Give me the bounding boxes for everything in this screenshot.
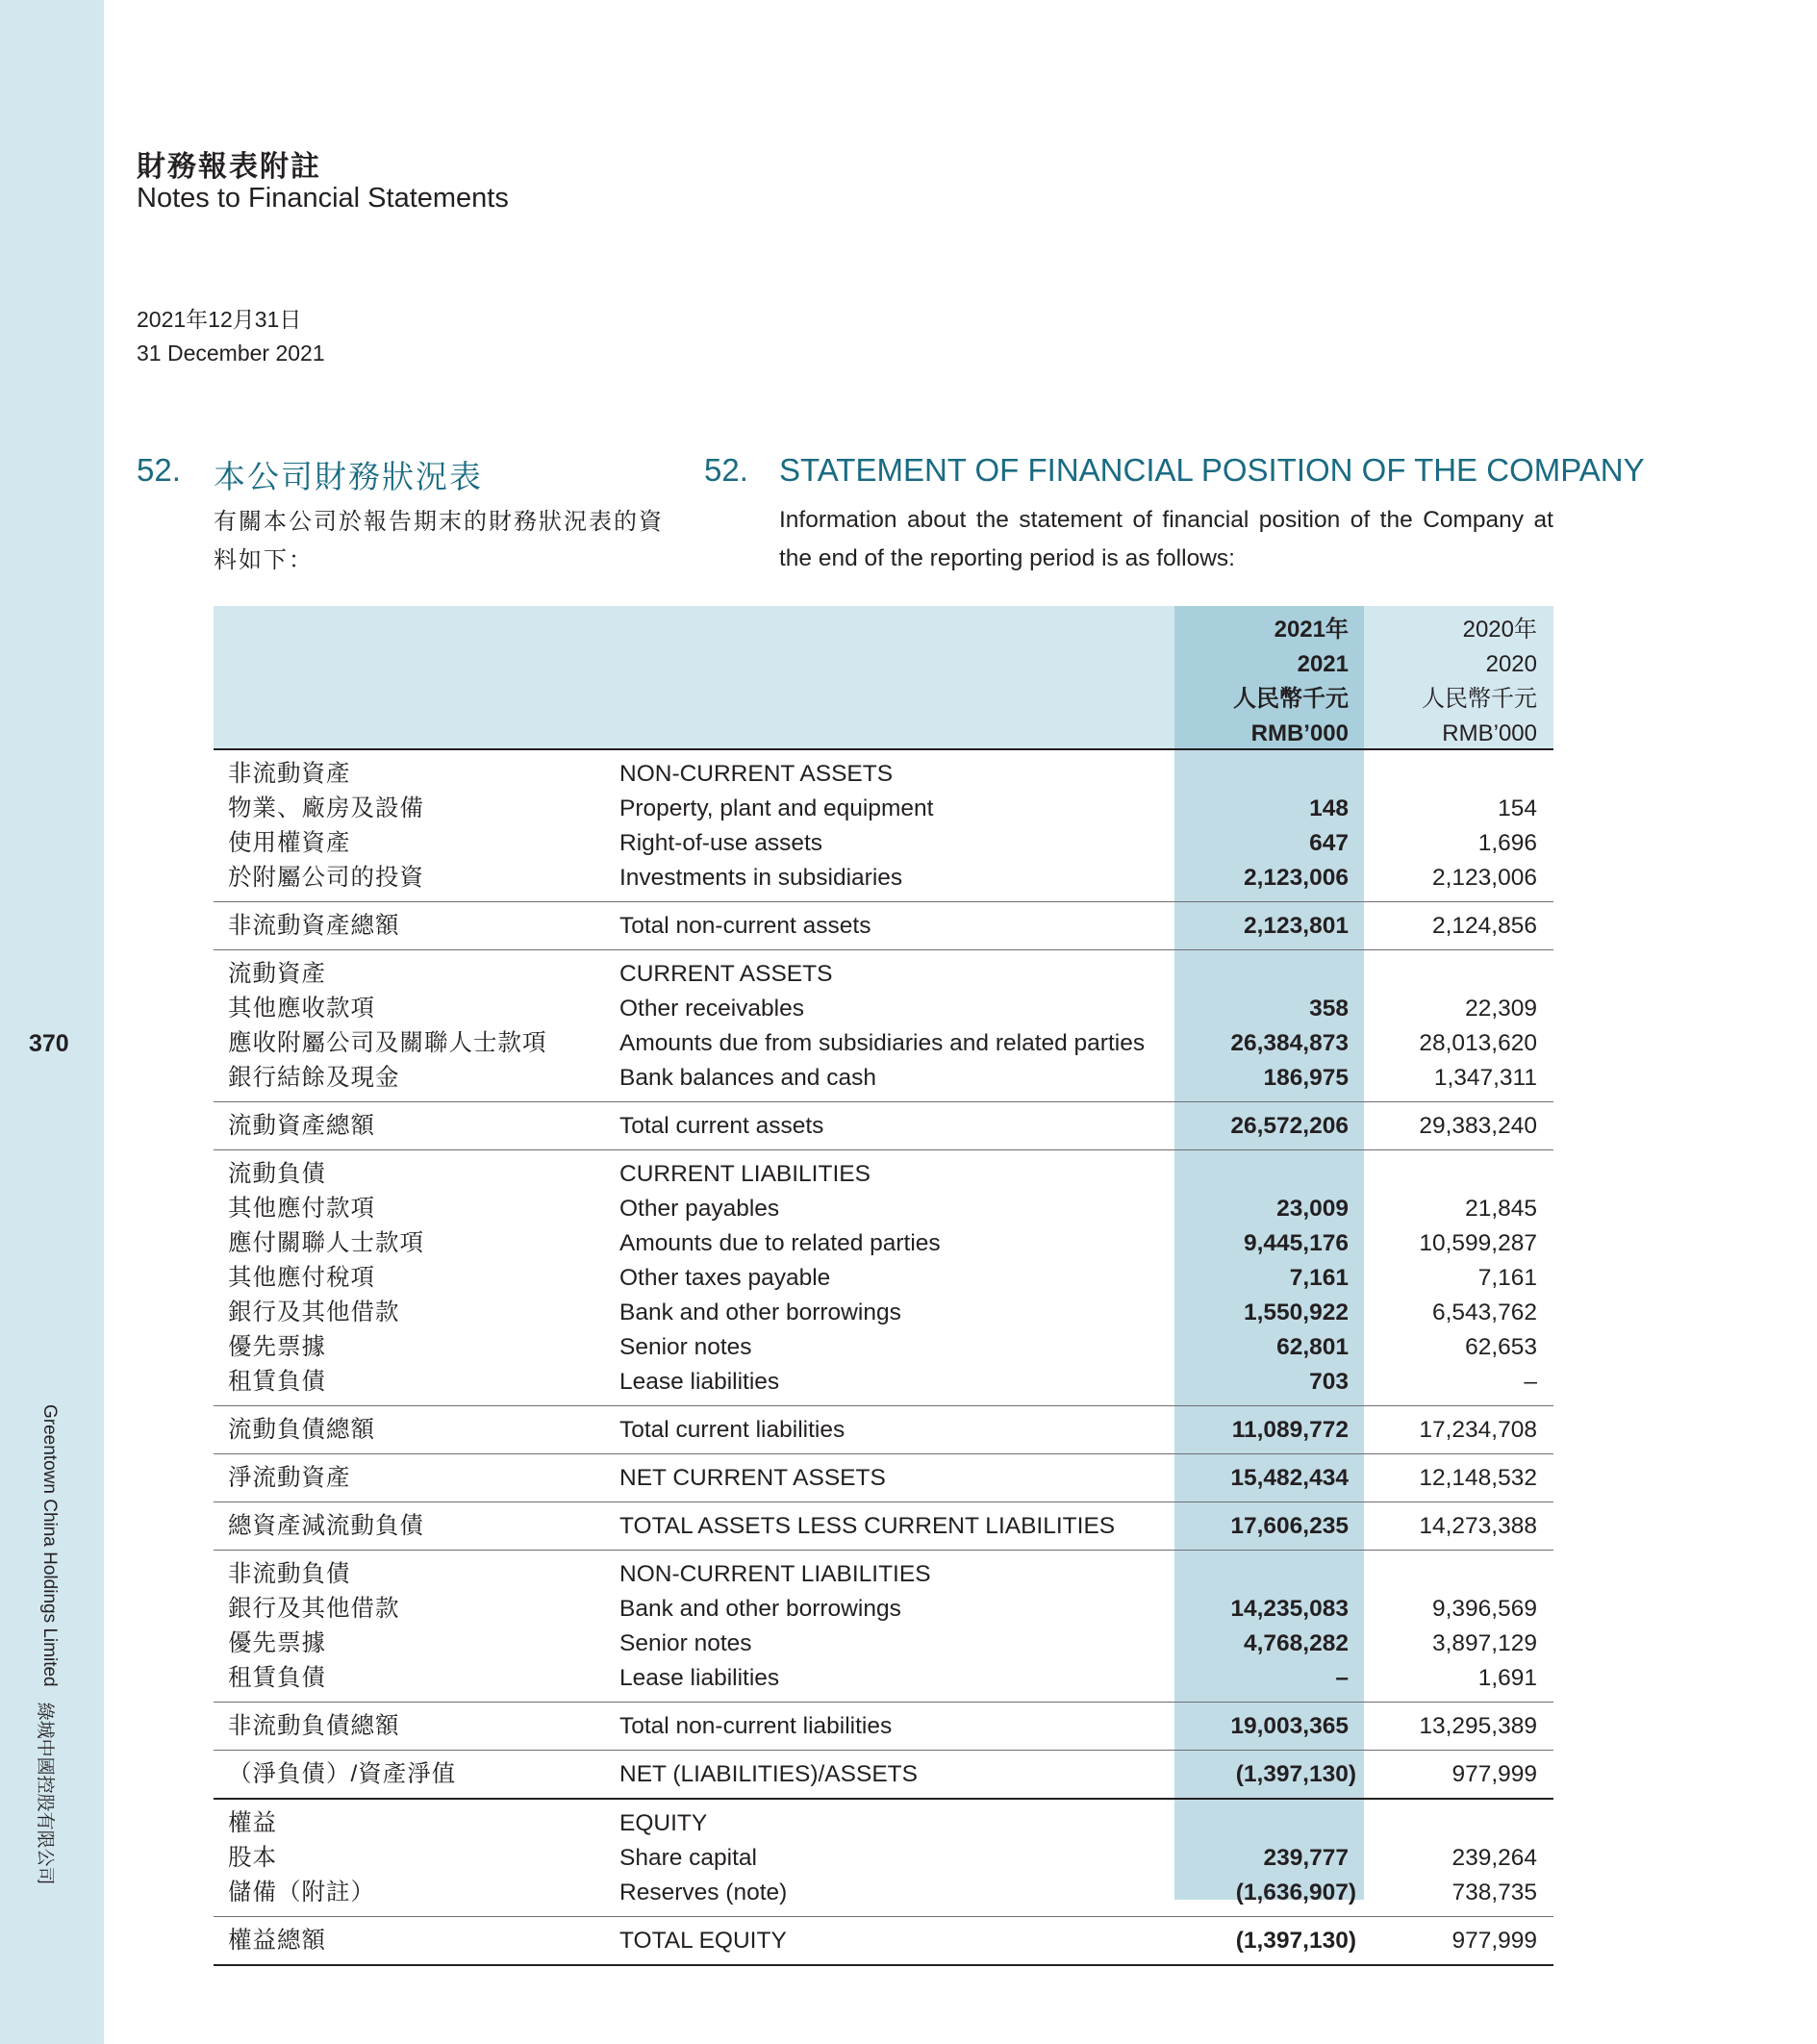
- value-2020: 21,845: [1465, 1196, 1537, 1222]
- row-label-en: Senior notes: [619, 1630, 752, 1656]
- prior-year-header: [1364, 613, 1537, 751]
- value-2021: 15,482,434: [1230, 1465, 1349, 1491]
- row-label-en: Investments in subsidiaries: [619, 865, 903, 891]
- value-2021: 9,445,176: [1244, 1230, 1349, 1256]
- table-row: [214, 957, 1553, 992]
- row-label-zh: 銀行及其他借款: [228, 1300, 400, 1325]
- row-label-zh: 流動負債總額: [228, 1417, 375, 1443]
- row-label-zh: 優先票據: [228, 1334, 326, 1360]
- value-2020: –: [1524, 1369, 1537, 1395]
- row-label-en: Lease liabilities: [619, 1665, 780, 1691]
- value-2020: 239,264: [1451, 1845, 1537, 1871]
- row-label-zh: 其他應付款項: [228, 1196, 375, 1222]
- table-row: [214, 1509, 1553, 1544]
- section-desc-zh: 有關本公司於報告期末的財務狀況表的資料如下：: [214, 509, 664, 573]
- row-label-zh: 優先票據: [228, 1630, 326, 1656]
- prior-year-zh: 2020年: [1462, 617, 1537, 643]
- table-row: [214, 1924, 1553, 1958]
- prior-year: 2020: [1485, 651, 1537, 677]
- value-2020: 9,396,569: [1432, 1596, 1537, 1622]
- table-row-group: [214, 1751, 1553, 1800]
- value-2021: 11,089,772: [1231, 1417, 1349, 1443]
- table-row: [214, 909, 1553, 944]
- value-2020: 14,273,388: [1419, 1513, 1537, 1539]
- section-number-en: 52.: [704, 452, 748, 488]
- page-number: 370: [29, 1030, 69, 1057]
- row-label-en: TOTAL EQUITY: [619, 1928, 787, 1954]
- value-2020: 17,234,708: [1419, 1417, 1537, 1443]
- row-label-zh: 權益: [228, 1810, 277, 1836]
- table-body: [214, 750, 1553, 1966]
- table-row-group: [214, 902, 1553, 950]
- date-en: 31 December 2021: [137, 341, 325, 366]
- current-year-zh: 2021年: [1274, 617, 1349, 643]
- value-2020: 1,696: [1477, 830, 1537, 856]
- table-row-group: [214, 1917, 1553, 1966]
- row-label-zh: 物業、廠房及設備: [228, 795, 424, 821]
- current-year: 2021: [1297, 651, 1349, 677]
- row-label-en: Amounts due to related parties: [619, 1230, 941, 1256]
- table-row-group: [214, 1102, 1553, 1150]
- company-name-zh: 綠城中國控股有限公司: [35, 1702, 55, 1885]
- current-unit-zh: 人民幣千元: [1233, 686, 1349, 712]
- table-row: [214, 1192, 1553, 1226]
- table-row: [214, 1365, 1553, 1400]
- value-2020: 977,999: [1451, 1928, 1537, 1954]
- value-2021: (1,636,907): [1235, 1880, 1356, 1905]
- row-label-zh: 應收附屬公司及關聯人士款項: [228, 1030, 547, 1056]
- value-2020: 2,123,006: [1432, 865, 1537, 891]
- row-label-en: Property, plant and equipment: [619, 795, 934, 821]
- row-label-zh: 使用權資產: [228, 830, 351, 856]
- current-unit-en: RMB’000: [1250, 720, 1349, 746]
- value-2021: 1,550,922: [1244, 1300, 1349, 1325]
- row-label-zh: 應付關聯人士款項: [228, 1230, 424, 1256]
- header-title-zh: 財務報表附註: [137, 150, 321, 184]
- table-row: [214, 1261, 1553, 1296]
- row-label-zh: 銀行及其他借款: [228, 1596, 400, 1622]
- row-label-zh: 非流動資產: [228, 761, 351, 787]
- table-row-group: [214, 950, 1553, 1102]
- row-label-zh: 租賃負債: [228, 1665, 326, 1691]
- row-label-zh: 銀行結餘及現金: [228, 1065, 400, 1091]
- table-row: [214, 1296, 1553, 1330]
- value-2020: 13,295,389: [1419, 1713, 1537, 1739]
- table-row: [214, 1806, 1553, 1841]
- financial-position-table: [214, 606, 1553, 1966]
- value-2020: 62,653: [1465, 1334, 1537, 1360]
- row-label-en: Total non-current assets: [619, 913, 871, 939]
- value-2021: 358: [1309, 996, 1349, 1022]
- table-row: [214, 1413, 1553, 1448]
- value-2020: 738,735: [1451, 1880, 1537, 1905]
- value-2020: 28,013,620: [1419, 1030, 1537, 1056]
- value-2021: 703: [1309, 1369, 1349, 1395]
- value-2020: 2,124,856: [1432, 913, 1537, 939]
- row-label-en: CURRENT ASSETS: [619, 961, 833, 987]
- value-2020: 1,347,311: [1433, 1065, 1537, 1091]
- row-label-en: TOTAL ASSETS LESS CURRENT LIABILITIES: [619, 1513, 1116, 1539]
- row-label-en: Lease liabilities: [619, 1369, 780, 1395]
- value-2020: 3,897,129: [1432, 1630, 1537, 1656]
- row-label-en: NON-CURRENT LIABILITIES: [619, 1561, 931, 1587]
- value-2021: 4,768,282: [1244, 1630, 1349, 1656]
- row-label-zh: 淨流動資產: [228, 1465, 351, 1491]
- row-label-zh: 流動資產總額: [228, 1113, 375, 1139]
- value-2021: 239,777: [1263, 1845, 1349, 1871]
- table-row: [214, 1109, 1553, 1144]
- value-2021: 62,801: [1276, 1334, 1349, 1360]
- table-row: [214, 992, 1553, 1026]
- row-label-en: Share capital: [619, 1845, 758, 1871]
- value-2021: 647: [1309, 830, 1349, 856]
- prior-unit-zh: 人民幣千元: [1422, 686, 1537, 712]
- value-2020: 977,999: [1451, 1761, 1537, 1787]
- table-row-group: [214, 1703, 1553, 1751]
- row-label-en: Total current liabilities: [619, 1417, 845, 1443]
- value-2021: 2,123,801: [1244, 913, 1349, 939]
- table-row: [214, 1876, 1553, 1910]
- value-2020: 154: [1498, 795, 1537, 821]
- value-2021: 23,009: [1276, 1196, 1349, 1222]
- table-row: [214, 1592, 1553, 1627]
- value-2020: 1,691: [1477, 1665, 1537, 1691]
- value-2021: 19,003,365: [1230, 1713, 1349, 1739]
- section-title-zh: 本公司財務狀況表: [214, 459, 483, 494]
- row-label-zh: 股本: [228, 1845, 277, 1871]
- table-row: [214, 1061, 1553, 1096]
- date-zh: 2021年12月31日: [137, 307, 302, 332]
- table-row: [214, 1026, 1553, 1061]
- row-label-en: Senior notes: [619, 1334, 752, 1360]
- value-2021: 148: [1309, 795, 1349, 821]
- row-label-zh: 其他應付稅項: [228, 1265, 375, 1291]
- table-row: [214, 1709, 1553, 1744]
- value-2021: (1,397,130): [1235, 1928, 1356, 1954]
- table-row: [214, 1226, 1553, 1261]
- table-row: [214, 757, 1553, 792]
- value-2020: 7,161: [1477, 1265, 1537, 1291]
- table-row: [214, 1461, 1553, 1496]
- company-name-en: Greentown China Holdings Limited: [39, 1404, 60, 1687]
- row-label-zh: 儲備（附註）: [228, 1880, 375, 1905]
- row-label-en: CURRENT LIABILITIES: [619, 1161, 871, 1187]
- value-2021: 26,384,873: [1230, 1030, 1349, 1056]
- table-row: [214, 1557, 1553, 1592]
- row-label-zh: 租賃負債: [228, 1369, 326, 1395]
- value-2021: 14,235,083: [1230, 1596, 1349, 1622]
- current-year-header: [1174, 613, 1349, 751]
- table-row-group: [214, 1551, 1553, 1703]
- row-label-en: Total current assets: [619, 1113, 824, 1139]
- section-title-en: STATEMENT OF FINANCIAL POSITION OF THE COMPANY: [779, 452, 1645, 488]
- row-label-en: NET (LIABILITIES)/ASSETS: [619, 1761, 918, 1787]
- table-row: [214, 1841, 1553, 1876]
- row-label-zh: 權益總額: [228, 1928, 326, 1954]
- table-row-group: [214, 1800, 1553, 1917]
- value-2021: 186,975: [1263, 1065, 1349, 1091]
- table-row: [214, 1627, 1553, 1661]
- row-label-zh: 流動資產: [228, 961, 326, 987]
- value-2020: 6,543,762: [1432, 1300, 1537, 1325]
- row-label-en: Total non-current liabilities: [619, 1713, 893, 1739]
- prior-unit-en: RMB’000: [1442, 720, 1537, 746]
- row-label-en: Bank and other borrowings: [619, 1300, 901, 1325]
- row-label-en: Right-of-use assets: [619, 830, 823, 856]
- table-row-group: [214, 1502, 1553, 1551]
- row-label-en: NON-CURRENT ASSETS: [619, 761, 894, 787]
- row-label-zh: 流動負債: [228, 1161, 326, 1187]
- section-number-zh: 52.: [137, 452, 181, 488]
- header-title-en: Notes to Financial Statements: [137, 183, 509, 214]
- row-label-zh: （淨負債）/資產淨值: [228, 1761, 457, 1787]
- value-2020: 29,383,240: [1419, 1113, 1537, 1139]
- table-row: [214, 861, 1553, 896]
- row-label-zh: 總資產減流動負債: [228, 1513, 424, 1539]
- value-2021: (1,397,130): [1235, 1761, 1356, 1787]
- row-label-en: NET CURRENT ASSETS: [619, 1465, 886, 1491]
- value-2020: 10,599,287: [1419, 1230, 1537, 1256]
- row-label-en: Bank and other borrowings: [619, 1596, 901, 1622]
- value-2021: 7,161: [1289, 1265, 1349, 1291]
- table-row-group: [214, 750, 1553, 902]
- value-2020: 22,309: [1465, 996, 1537, 1022]
- table-row: [214, 826, 1553, 861]
- table-row: [214, 1661, 1553, 1696]
- value-2021: 26,572,206: [1230, 1113, 1349, 1139]
- value-2020: 12,148,532: [1419, 1465, 1537, 1491]
- row-label-en: Other receivables: [619, 996, 805, 1022]
- table-row-group: [214, 1150, 1553, 1406]
- table-row-group: [214, 1454, 1553, 1502]
- value-2021: 17,606,235: [1230, 1513, 1349, 1539]
- row-label-en: Bank balances and cash: [619, 1065, 876, 1091]
- row-label-en: Reserves (note): [619, 1880, 788, 1905]
- row-label-zh: 非流動負債: [228, 1561, 351, 1587]
- value-2021: 2,123,006: [1244, 865, 1349, 891]
- table-row: [214, 1757, 1553, 1792]
- row-label-en: Amounts due from subsidiaries and related parties: [619, 1030, 1146, 1056]
- table-header: [214, 606, 1553, 750]
- table-row: [214, 1157, 1553, 1192]
- value-2021: –: [1335, 1665, 1349, 1691]
- row-label-en: Other taxes payable: [619, 1265, 831, 1291]
- row-label-zh: 於附屬公司的投資: [228, 865, 424, 891]
- table-row: [214, 1330, 1553, 1365]
- table-row-group: [214, 1406, 1553, 1454]
- row-label-en: EQUITY: [619, 1810, 708, 1836]
- section-desc-en: Information about the statement of financial position of the Company at the end of the reporting period is as follows:: [779, 507, 1553, 571]
- row-label-en: Other payables: [619, 1196, 780, 1222]
- vertical-company-name: [34, 1404, 60, 1885]
- row-label-zh: 非流動資產總額: [228, 913, 400, 939]
- table-row: [214, 792, 1553, 826]
- row-label-zh: 其他應收款項: [228, 996, 375, 1022]
- row-label-zh: 非流動負債總額: [228, 1713, 400, 1739]
